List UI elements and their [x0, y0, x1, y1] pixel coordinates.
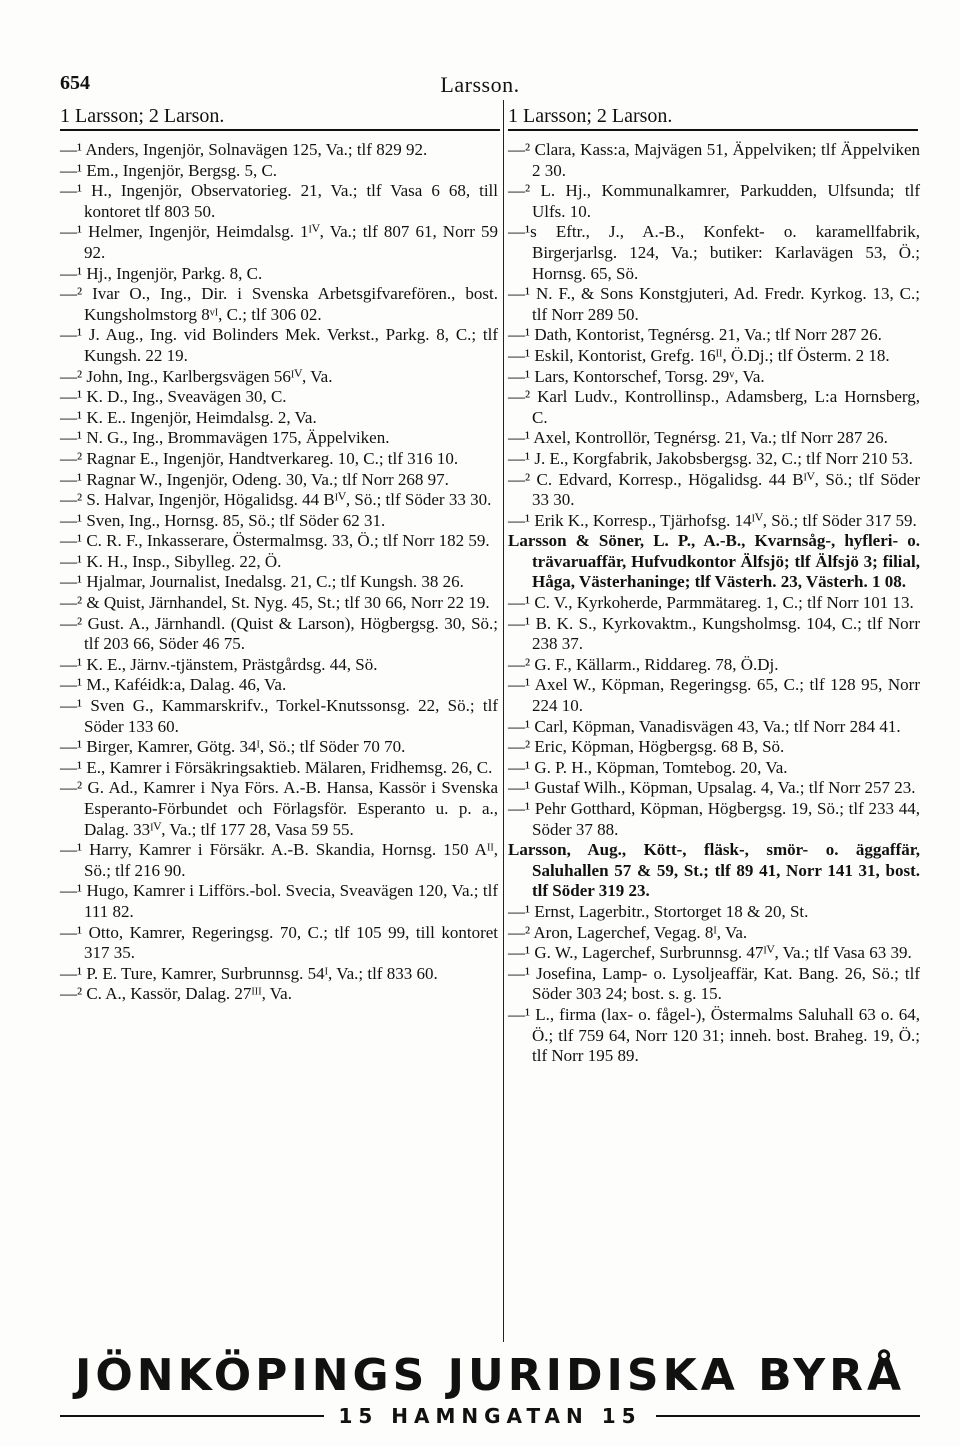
directory-entry: —¹ L., firma (lax- o. fågel-), Östermalms Saluhall 63 o. 64, Ö.; tlf 759 64, Norr 120 31; inneh. bost. Braheg. 19, Ö.; tlf Norr 195 89. — [508, 1004, 920, 1066]
directory-entry: —¹ Erik K., Korresp., Tjärhofsg. 14ᴵⱽ, Sö.; tlf Söder 317 59. — [508, 510, 917, 530]
directory-entry: —¹ M., Kaféidk:a, Dalag. 46, Va. — [60, 675, 287, 695]
directory-entry: —² Clara, Kass:a, Majvägen 51, Äppelviken; tlf Äppelviken 2 30. — [508, 140, 920, 180]
directory-entry: —¹ G. W., Lagerchef, Surbrunnsg. 47ᴵⱽ, Va.; tlf Vasa 63 39. — [508, 943, 912, 963]
directory-entry: —¹ Carl, Köpman, Vanadisvägen 43, Va.; tlf Norr 284 41. — [508, 716, 901, 736]
directory-entry: —² C. Edvard, Korresp., Högalidsg. 44 Bᴵⱽ, Sö.; tlf Söder 33 30. — [508, 469, 920, 510]
directory-entry: —¹ Ernst, Lagerbitr., Stortorget 18 & 20, St. — [508, 901, 809, 921]
column-heading-right: 1 Larsson; 2 Larson. — [508, 105, 918, 131]
footer-rule-left — [60, 1415, 324, 1417]
directory-entry: —¹ C. R. F., Inkasserare, Östermalmsg. 33, Ö.; tlf Norr 182 59. — [60, 531, 490, 551]
directory-entry: —¹ Hj., Ingenjör, Parkg. 8, C. — [60, 263, 263, 283]
directory-entry: —¹ Josefina, Lamp- o. Lysoljeaffär, Kat. Bang. 26, Sö.; tlf Söder 303 24; bost. s. g. 15. — [508, 963, 920, 1004]
directory-entry: —¹ K. E., Järnv.-tjänstem, Prästgårdsg. 44, Sö. — [60, 654, 378, 674]
directory-entry: —¹ K. D., Ing., Sveavägen 30, C. — [60, 387, 287, 407]
directory-entry: Larsson, Aug., Kött-, fläsk-, smör- o. äggaffär, Saluhallen 57 & 59, St.; tlf 89 41, Norr 141 31, bost. tlf Söder 319 23. — [508, 840, 920, 901]
directory-entry: —¹ Hjalmar, Journalist, Inedalsg. 21, C.; tlf Kungsh. 38 26. — [60, 572, 464, 592]
directory-entry: —¹ Birger, Kamrer, Götg. 34ᴵ, Sö.; tlf Söder 70 70. — [60, 737, 406, 757]
directory-entry: —² Eric, Köpman, Högbergsg. 68 B, Sö. — [508, 737, 785, 757]
directory-entry: —¹ Ragnar W., Ingenjör, Odeng. 30, Va.; tlf Norr 268 97. — [60, 469, 449, 489]
directory-entry: —¹ J. Aug., Ing. vid Bolinders Mek. Verkst., Parkg. 8, C.; tlf Kungsh. 22 19. — [60, 325, 498, 365]
directory-entry: —¹ Anders, Ingenjör, Solnavägen 125, Va.; tlf 829 92. — [60, 140, 428, 159]
directory-entry: Larsson & Söner, L. P., A.-B., Kvarnsåg-, hyfleri- o. trävaruaffär, Hufvudkontor Älfsjö; tlf Älfsjö 3; filial, Håga, Västerhaninge; tlf Västerh. 23, Västerh. 1 08. — [508, 531, 920, 592]
directory-entry: —¹ H., Ingenjör, Observatorieg. 21, Va.; tlf Vasa 6 68, till kontoret tlf 803 50. — [60, 181, 498, 221]
directory-entry: —¹ Axel W., Köpman, Regeringsg. 65, C.; tlf 128 95, Norr 224 10. — [508, 675, 920, 716]
directory-entry: —² L. Hj., Kommunalkamrer, Parkudden, Ulfsunda; tlf Ulfs. 10. — [508, 181, 920, 221]
directory-entry: —¹ Hugo, Kamrer i Lifförs.-bol. Svecia, Sveavägen 120, Va.; tlf 111 82. — [60, 881, 498, 921]
directory-entry: —¹ K. H., Insp., Sibylleg. 22, Ö. — [60, 551, 282, 571]
left-column — [60, 140, 498, 1005]
directory-entry: —² C. A., Kassör, Dalag. 27ᴵᴵᴵ, Va. — [60, 984, 292, 1004]
directory-entry: —² Ivar O., Ing., Dir. i Svenska Arbetsgifvarefören., bost. Kungsholmstorg 8ᵛᴵ, C.; tlf 306 02. — [60, 284, 498, 324]
directory-entry: —² Karl Ludv., Kontrollinsp., Adamsberg, L:a Hornsberg, C. — [508, 387, 920, 427]
directory-entry: —¹ P. E. Ture, Kamrer, Surbrunnsg. 54ᴵ, Va.; tlf 833 60. — [60, 963, 438, 983]
directory-entry: —² Ragnar E., Ingenjör, Handtverkareg. 10, C.; tlf 316 10. — [60, 448, 459, 468]
right-column — [508, 140, 920, 1067]
directory-entry: —¹ J. E., Korgfabrik, Jakobsbergsg. 32, C.; tlf Norr 210 53. — [508, 448, 913, 468]
column-divider — [503, 100, 504, 1342]
directory-entry: —¹ Eskil, Kontorist, Grefg. 16ᴵᴵ, Ö.Dj.; tlf Österm. 2 18. — [508, 345, 890, 365]
directory-entry: —² G. F., Källarm., Riddareg. 78, Ö.Dj. — [508, 654, 779, 674]
directory-entry: —¹s Eftr., J., A.-B., Konfekt- o. karamellfabrik, Birgerjarlsg. 124, Va.; butiker: Karlavägen 53, Ö.; Hornsg. 65, Sö. — [508, 222, 920, 283]
directory-entry: —¹ N. F., & Sons Konstgjuteri, Ad. Fredr. Kyrkog. 13, C.; tlf Norr 289 50. — [508, 284, 920, 324]
running-head: Larsson. — [440, 72, 520, 97]
directory-entry: —¹ Lars, Kontorschef, Torsg. 29ᵛ, Va. — [508, 366, 765, 386]
directory-entry: —¹ E., Kamrer i Försäkringsaktieb. Mälaren, Fridhemsg. 26, C. — [60, 757, 493, 777]
directory-entry: —¹ C. V., Kyrkoherde, Parmmätareg. 1, C.; tlf Norr 101 13. — [508, 593, 914, 613]
page-number: 654 — [60, 72, 90, 94]
directory-entry: —² Gust. A., Järnhandl. (Quist & Larson), Högbergsg. 30, Sö.; tlf 203 66, Söder 46 75. — [60, 613, 498, 654]
directory-entry: —¹ G. P. H., Köpman, Tomtebog. 20, Va. — [508, 757, 788, 777]
directory-entry: —² John, Ing., Karlbergsvägen 56ᴵⱽ, Va. — [60, 366, 333, 386]
footer-rule-right — [656, 1415, 920, 1417]
directory-entry: —² Aron, Lagerchef, Vegag. 8ᴵ, Va. — [508, 922, 748, 942]
directory-entry: —² S. Halvar, Ingenjör, Högalidsg. 44 Bᴵⱽ, Sö.; tlf Söder 33 30. — [60, 490, 492, 510]
directory-entry: —¹ Otto, Kamrer, Regeringsg. 70, C.; tlf 105 99, till kontoret 317 35. — [60, 922, 498, 963]
directory-entry: —¹ Sven G., Kammarskrifv., Torkel-Knutssonsg. 22, Sö.; tlf Söder 133 60. — [60, 696, 498, 736]
directory-entry: —¹ Pehr Gotthard, Köpman, Högbergsg. 19, Sö.; tlf 233 44, Söder 37 88. — [508, 799, 920, 839]
column-heading-left: 1 Larsson; 2 Larson. — [60, 105, 500, 131]
directory-entry: —¹ Dath, Kontorist, Tegnérsg. 21, Va.; tlf Norr 287 26. — [508, 325, 882, 345]
directory-entry: —¹ Gustaf Wilh., Köpman, Upsalag. 4, Va.; tlf Norr 257 23. — [508, 778, 916, 798]
directory-entry: —² G. Ad., Kamrer i Nya Förs. A.-B. Hansa, Kassör i Svenska Esperanto-Förbundet och Förlagsför. Esperanto u. p. a., Dalag. 33ᴵⱽ, Va.; tlf 177 28, Vasa 59 55. — [60, 778, 498, 839]
directory-entry: —¹ N. G., Ing., Brommavägen 175, Äppelviken. — [60, 428, 390, 448]
footer-advertisement: JÖNKÖPINGS JURIDISKA BYRÅ — [74, 1350, 906, 1401]
directory-entry: —¹ Em., Ingenjör, Bergsg. 5, C. — [60, 160, 278, 180]
footer-address-band — [60, 1404, 920, 1428]
directory-entry: —¹ Sven, Ing., Hornsg. 85, Sö.; tlf Söder 62 31. — [60, 510, 386, 530]
directory-entry: —² & Quist, Järnhandel, St. Nyg. 45, St.; tlf 30 66, Norr 22 19. — [60, 593, 490, 613]
directory-entry: —¹ Helmer, Ingenjör, Heimdalsg. 1ᴵⱽ, Va.; tlf 807 61, Norr 59 92. — [60, 222, 498, 262]
directory-entry: —¹ K. E.. Ingenjör, Heimdalsg. 2, Va. — [60, 407, 317, 427]
footer-address: 15 HAMNGATAN 15 — [338, 1404, 642, 1428]
directory-entry: —¹ B. K. S., Kyrkovaktm., Kungsholmsg. 104, C.; tlf Norr 238 37. — [508, 613, 920, 654]
directory-entry: —¹ Harry, Kamrer i Försäkr. A.-B. Skandia, Hornsg. 150 Aᴵᴵ, Sö.; tlf 216 90. — [60, 840, 498, 880]
directory-entry: —¹ Axel, Kontrollör, Tegnérsg. 21, Va.; tlf Norr 287 26. — [508, 428, 888, 448]
